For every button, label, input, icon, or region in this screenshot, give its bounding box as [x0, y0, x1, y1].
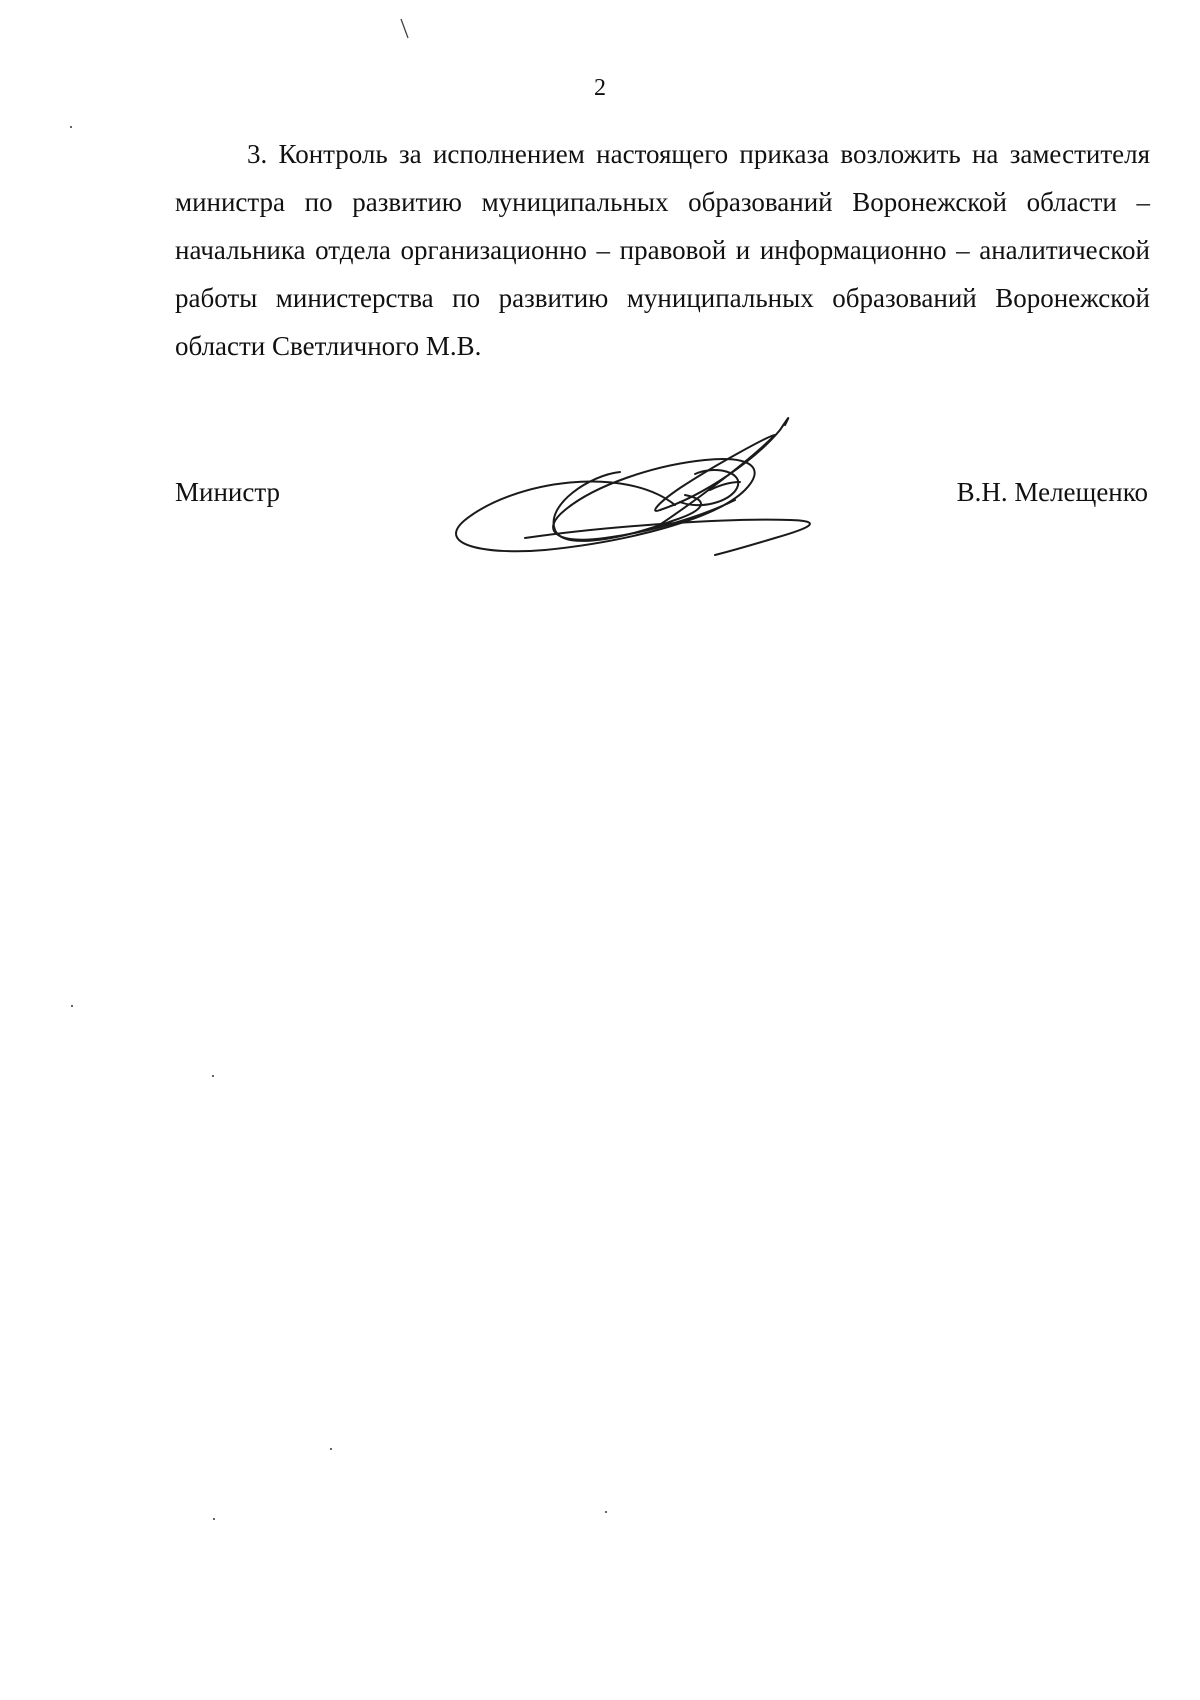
signatory-name: В.Н. Мелещенко — [956, 477, 1148, 507]
scan-speck — [71, 1005, 73, 1007]
scan-speck — [213, 1518, 215, 1520]
signatory-title: Министр — [175, 477, 280, 507]
scan-speck — [330, 1448, 332, 1450]
scan-speck — [605, 1511, 607, 1513]
handwritten-signature — [445, 410, 885, 600]
page-number: 2 — [594, 75, 606, 101]
scan-speck — [70, 126, 72, 128]
scan-speck — [212, 1075, 214, 1077]
scan-artifact-mark — [400, 18, 410, 40]
body-paragraph: 3. Контроль за исполнением настоящего приказа возложить на заместителя министра по развитию муниципальных образований Воронежской области – начальника отдела организационно – правовой и информационно – аналитической работы министерства по развитию муниципальных образований Воронежской области Светличного М.В. — [175, 139, 1150, 361]
